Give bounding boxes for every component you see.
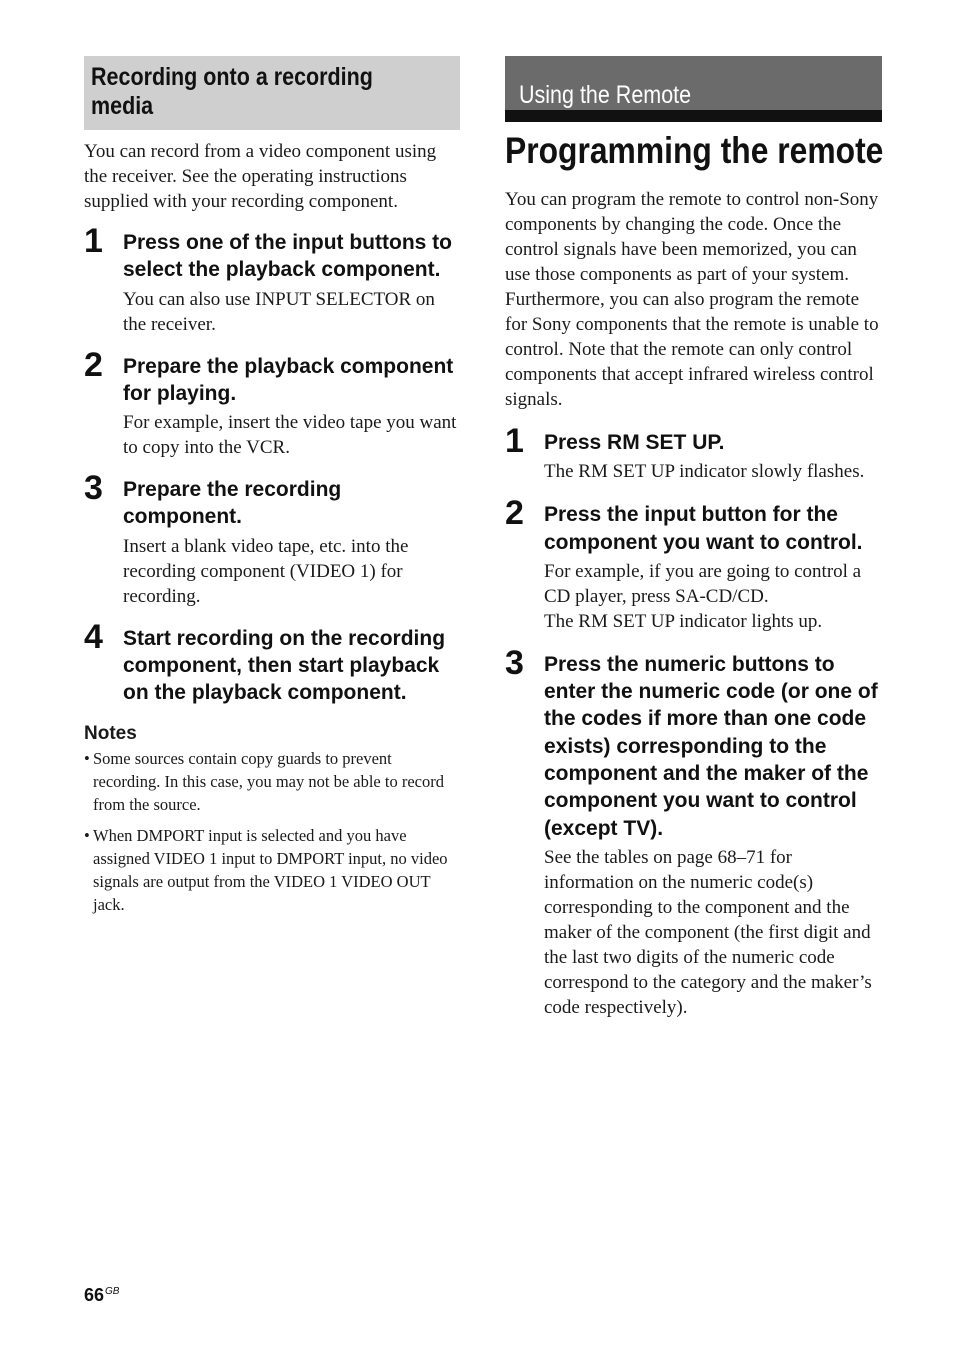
remote-step-1 xyxy=(505,422,882,484)
step-text: For example, if you are going to control a CD player, press SA-CD/CD. xyxy=(544,560,862,607)
step-number: 1 xyxy=(505,422,524,460)
recording-intro: You can record from a video component using the receiver. See the operating instructions supplied with your recording component. xyxy=(84,141,437,212)
section-bar-label: Using the Remote xyxy=(519,81,692,109)
note-text: When DMPORT input is selected and you have assigned VIDEO 1 input to DMPORT input, no video signals are output from the VIDEO 1 VIDEO OUT jack. xyxy=(93,825,448,914)
note-item xyxy=(84,824,460,916)
step-number: 2 xyxy=(84,345,103,384)
recording-step-1 xyxy=(84,222,460,337)
remote-intro-1: You can program the remote to control non-Sony components by changing the code. Once the control signals have been memorized, you can use those components as part of your system. xyxy=(505,189,879,285)
page-number-value: 66 xyxy=(84,1285,105,1305)
page-title xyxy=(505,129,882,173)
step-heading: Prepare the recording component. xyxy=(123,478,342,529)
step-heading: Press the numeric buttons to enter the numeric code (or one of the codes if more than one code exists) corresponding to the component and the maker of the component you want to control (except TV). xyxy=(544,652,878,840)
step-text: You can also use INPUT SELECTOR on the receiver. xyxy=(123,288,435,335)
step-number: 2 xyxy=(505,494,524,533)
notes-heading: Notes xyxy=(84,722,137,744)
step-heading: Press the input button for the component you want to control. xyxy=(544,503,863,554)
step-text-secondary: The RM SET UP indicator lights up. xyxy=(544,610,823,632)
step-heading: Start recording on the recording component, then start playback on the playback component. xyxy=(123,626,446,705)
step-number: 3 xyxy=(505,643,524,682)
step-heading: Press one of the input buttons to select the playback component. xyxy=(123,231,452,282)
step-text: The RM SET UP indicator slowly flashes. xyxy=(544,461,865,483)
step-heading: Prepare the playback component for playing. xyxy=(123,354,454,405)
page-number xyxy=(84,1281,119,1306)
left-column xyxy=(84,56,460,916)
step-number: 1 xyxy=(84,222,103,260)
bullet-icon: • xyxy=(84,748,90,768)
notes-block xyxy=(84,722,460,916)
step-number: 3 xyxy=(84,469,103,508)
remote-step-3 xyxy=(505,643,882,1020)
section-bar-using-remote xyxy=(505,56,882,122)
note-item xyxy=(84,747,460,816)
step-text: For example, insert the video tape you want to copy into the VCR. xyxy=(123,412,457,459)
step-text: Insert a blank video tape, etc. into the recording component (VIDEO 1) for recording. xyxy=(123,535,409,607)
note-text: Some sources contain copy guards to prevent recording. In this case, you may not be able to record from the source. xyxy=(93,748,444,814)
step-text: See the tables on page 68–71 for information on the numeric code(s) corresponding to the component and the maker of the component (the first digit and the last two digits of the numeric code correspond to the category and the maker’s code respectively). xyxy=(544,846,872,1018)
recording-step-4 xyxy=(84,617,460,707)
right-column xyxy=(505,56,882,1020)
section-heading-line-1: Recording onto a recording xyxy=(91,63,373,91)
page-title-text: Programming the remote xyxy=(505,130,884,171)
remote-step-2 xyxy=(505,494,882,634)
section-heading-line-2: media xyxy=(91,92,154,120)
step-number: 4 xyxy=(84,617,103,656)
recording-step-2 xyxy=(84,345,460,461)
remote-intro-2: Furthermore, you can also program the remote for Sony components that the remote is unable to control. Note that the remote can only control components that accept infrared wireless control signals. xyxy=(505,289,879,410)
step-heading: Press RM SET UP. xyxy=(544,431,725,454)
bullet-icon: • xyxy=(84,825,90,845)
section-heading-recording xyxy=(84,56,460,130)
page-number-suffix: GB xyxy=(105,1286,120,1297)
recording-step-3 xyxy=(84,469,460,609)
